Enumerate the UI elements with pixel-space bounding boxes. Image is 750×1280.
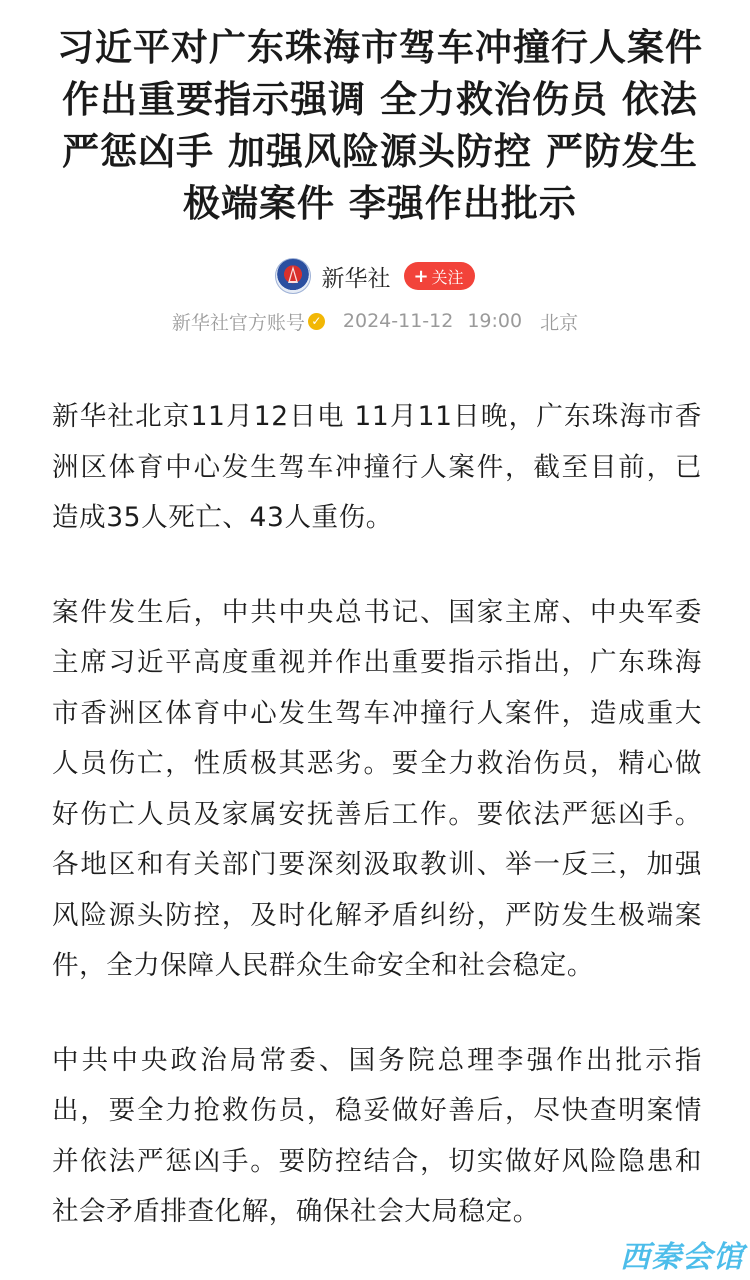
author-row (0, 256, 750, 296)
publish-location: 北京 (540, 311, 579, 334)
article-paragraph: 案件发生后，中共中央总书记、国家主席、中央军委主席习近平高度重视并作出重要指示指出，广东珠海市香洲区体育中心发生驾车冲撞行人案件，造成重大人员伤亡，性质极其恶劣。要全力救治伤员，精心做好伤亡人员及家属安抚善后工作。要依法严惩凶手。各地区和有关部门要深刻汲取教训、举一反三，加强风险源头防控，及时化解矛盾纠纷，严防发生极端案件，全力保障人民群众生命安全和社会稳定。 (52, 596, 702, 981)
verified-badge-icon: ✓ (308, 313, 325, 330)
plus-icon: + (413, 265, 429, 287)
article-paragraph: 中共中央政治局常委、国务院总理李强作出批示指出，要全力抢救伤员，稳妥做好善后，尽快查明案情并依法严惩凶手。要防控结合，切实做好风险隐患和社会矛盾排查化解，确保社会大局稳定。 (52, 1044, 702, 1227)
publish-date: 2024-11-12 (342, 310, 454, 332)
follow-button[interactable] (404, 262, 474, 290)
watermark: 西秦会馆 (620, 1240, 744, 1275)
account-label: 新华社官方账号 (171, 311, 305, 334)
follow-label: 关注 (431, 267, 464, 287)
article-body (52, 392, 702, 1280)
article-meta (0, 306, 750, 336)
article-headline: 习近平对广东珠海市驾车冲撞行人案件作出重要指示强调 全力救治伤员 依法严惩凶手 加强风险源头防控 严防发生极端案件 李强作出批示 (57, 26, 703, 225)
publish-time: 19:00 (467, 310, 523, 332)
author-name[interactable]: 新华社 (321, 265, 391, 292)
xinhua-logo-icon[interactable] (275, 258, 311, 294)
article-paragraph: 新华社北京11月12日电 11月11日晚，广东珠海市香洲区体育中心发生驾车冲撞行人案件，截至目前，已造成35人死亡、43人重伤。 (52, 401, 702, 533)
